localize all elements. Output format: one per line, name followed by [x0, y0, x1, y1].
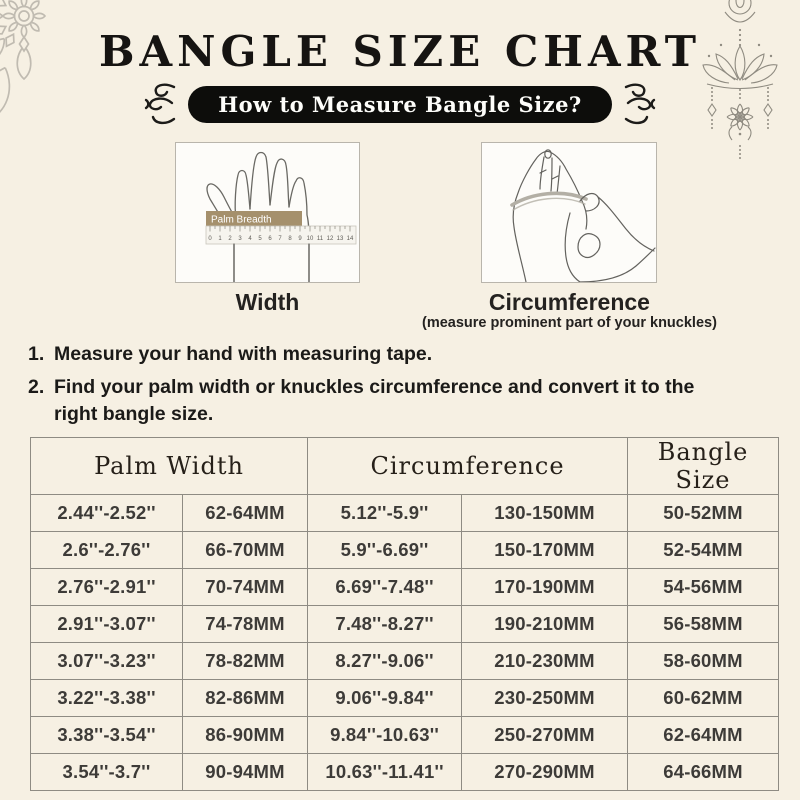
cell: 3.07''-3.23''	[31, 643, 183, 680]
cell: 74-78MM	[183, 606, 308, 643]
cell: 210-230MM	[462, 643, 628, 680]
circumference-caption: Circumference	[488, 289, 650, 315]
cell: 62-64MM	[183, 495, 308, 532]
cell: 3.38''-3.54''	[31, 717, 183, 754]
cell: 3.54''-3.7''	[31, 754, 183, 791]
table-row	[31, 495, 779, 532]
cell: 9.84''-10.63''	[308, 717, 462, 754]
cell: 3.22''-3.38''	[31, 680, 183, 717]
cell: 270-290MM	[462, 754, 628, 791]
table-header-row	[31, 438, 779, 495]
ruler-number: 14	[346, 236, 354, 242]
ruler-number: 12	[326, 236, 334, 242]
flourish-left-icon	[143, 81, 179, 127]
cell: 90-94MM	[183, 754, 308, 791]
instruction-step-2	[28, 374, 723, 427]
cell: 5.9''-6.69''	[308, 532, 462, 569]
cell: 50-52MM	[628, 495, 779, 532]
cell: 9.06''-9.84''	[308, 680, 462, 717]
width-caption: Width	[235, 289, 300, 315]
mandala-icon	[0, 0, 160, 160]
table-row	[31, 680, 779, 717]
step-text: Find your palm width or knuckles circumference and convert it to the right bangle size.	[54, 376, 695, 425]
instruction-step-1	[28, 341, 723, 367]
cell: 10.63''-11.41''	[308, 754, 462, 791]
how-to-measure-banner	[0, 84, 800, 124]
ruler-number: 4	[248, 236, 252, 242]
cell: 56-58MM	[628, 606, 779, 643]
table-row	[31, 569, 779, 606]
cell: 54-56MM	[628, 569, 779, 606]
ruler-number: 10	[306, 236, 314, 242]
table-row	[31, 643, 779, 680]
header-bangle-size: Bangle Size	[628, 438, 779, 495]
cell: 64-66MM	[628, 754, 779, 791]
cell: 58-60MM	[628, 643, 779, 680]
cell: 2.91''-3.07''	[31, 606, 183, 643]
cell: 130-150MM	[462, 495, 628, 532]
cell: 60-62MM	[628, 680, 779, 717]
page-title: BANGLE SIZE CHART	[99, 27, 701, 76]
header-palm-width: Palm Width	[31, 438, 308, 495]
ruler-number: 1	[218, 236, 222, 242]
cell: 2.6''-2.76''	[31, 532, 183, 569]
cell: 82-86MM	[183, 680, 308, 717]
cell: 250-270MM	[462, 717, 628, 754]
cell: 86-90MM	[183, 717, 308, 754]
ruler-number: 5	[258, 236, 262, 242]
circumference-hand-icon	[482, 143, 656, 282]
cell: 78-82MM	[183, 643, 308, 680]
flourish-right-icon	[621, 81, 657, 127]
header-circumference: Circumference	[308, 438, 628, 495]
ruler-number: 9	[298, 236, 302, 242]
instructions	[28, 341, 723, 434]
step-number: 2.	[28, 376, 45, 399]
width-illustration-box	[175, 142, 360, 283]
banner-pill: How to Measure Bangle Size?	[188, 86, 612, 123]
cell: 7.48''-8.27''	[308, 606, 462, 643]
cell: 62-64MM	[628, 717, 779, 754]
table-row	[31, 754, 779, 791]
ruler-number: 13	[336, 236, 344, 242]
cell: 5.12''-5.9''	[308, 495, 462, 532]
ruler-number: 8	[288, 236, 292, 242]
ruler-number: 0	[208, 236, 212, 242]
cell: 6.69''-7.48''	[308, 569, 462, 606]
ruler-number: 11	[316, 236, 324, 242]
table-row	[31, 606, 779, 643]
bangle-size-table	[30, 437, 779, 791]
cell: 190-210MM	[462, 606, 628, 643]
cell: 70-74MM	[183, 569, 308, 606]
cell: 150-170MM	[462, 532, 628, 569]
cell: 2.44''-2.52''	[31, 495, 183, 532]
ruler-number: 6	[268, 236, 272, 242]
width-illustration-column	[175, 142, 360, 332]
cell: 8.27''-9.06''	[308, 643, 462, 680]
ruler-number: 3	[238, 236, 242, 242]
cell: 230-250MM	[462, 680, 628, 717]
table-row	[31, 717, 779, 754]
measure-illustrations	[175, 142, 717, 332]
step-text: Measure your hand with measuring tape.	[54, 343, 433, 365]
cell: 52-54MM	[628, 532, 779, 569]
ruler-number: 2	[228, 236, 232, 242]
cell: 2.76''-2.91''	[31, 569, 183, 606]
circumference-illustration-column	[422, 142, 717, 332]
ruler-number: 7	[278, 236, 282, 242]
cell: 66-70MM	[183, 532, 308, 569]
step-number: 1.	[28, 343, 45, 365]
ruler	[206, 226, 356, 244]
circumference-note: (measure prominent part of your knuckles)	[422, 315, 717, 332]
cell: 170-190MM	[462, 569, 628, 606]
palm-breadth-tag: Palm Breadth	[211, 214, 272, 226]
table-row	[31, 532, 779, 569]
circumference-illustration-box	[481, 142, 657, 283]
width-hand-icon	[176, 143, 359, 282]
